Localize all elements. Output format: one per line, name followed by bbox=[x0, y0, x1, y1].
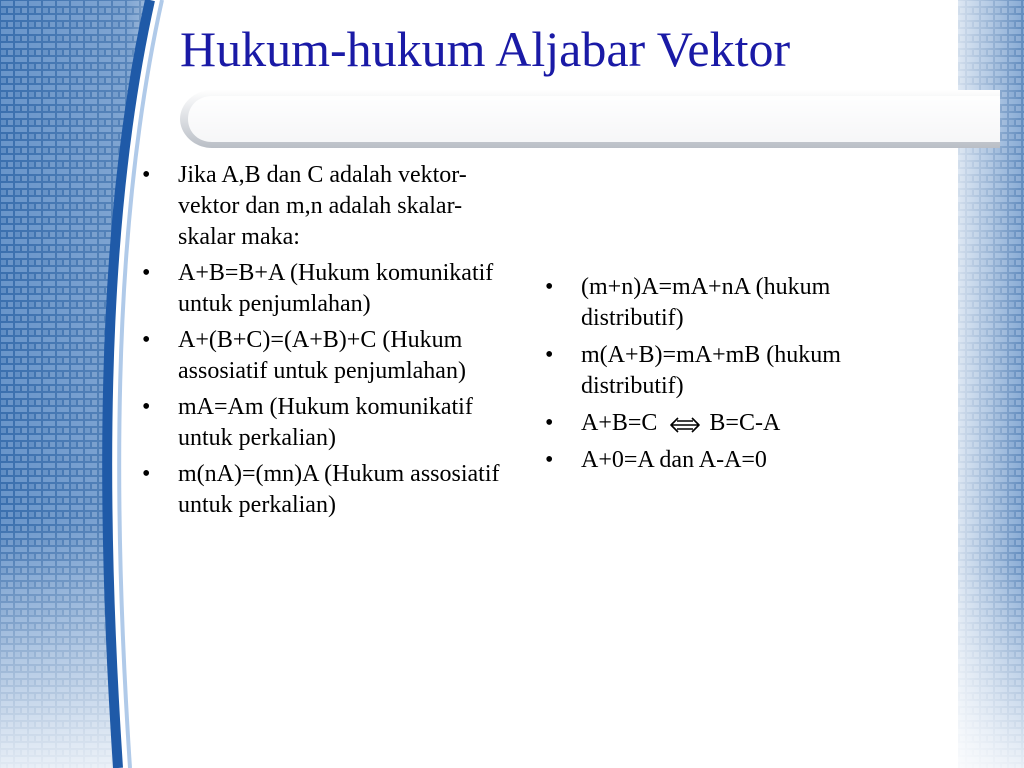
list-item bbox=[142, 160, 502, 253]
list-item bbox=[545, 445, 915, 476]
bullet-icon: • bbox=[545, 447, 554, 473]
list-item bbox=[545, 408, 915, 439]
list-item bbox=[142, 258, 502, 320]
bullet-icon: • bbox=[545, 342, 554, 368]
item-text: m(nA)=(mn)A (Hukum assosiatif untuk perkalian) bbox=[178, 461, 500, 518]
list-item bbox=[142, 392, 502, 454]
bullet-icon: • bbox=[545, 410, 554, 436]
item-text: A+0=A dan A-A=0 bbox=[581, 447, 767, 473]
bullet-icon: • bbox=[142, 461, 151, 487]
item-text: A+(B+C)=(A+B)+C (Hukum assosiatif untuk penjumlahan) bbox=[178, 327, 466, 384]
double-arrow-iff-icon bbox=[669, 416, 701, 434]
item-text-after: B=C-A bbox=[709, 410, 781, 436]
item-text: mA=Am (Hukum komunikatif untuk perkalian) bbox=[178, 394, 473, 451]
item-text-before: A+B=C bbox=[581, 410, 658, 436]
list-item bbox=[545, 272, 915, 334]
list-item bbox=[545, 340, 915, 402]
item-text: A+B=B+A (Hukum komunikatif untuk penjumlahan) bbox=[178, 260, 494, 317]
bullet-icon: • bbox=[142, 327, 151, 353]
list-item bbox=[142, 459, 502, 521]
slide-title: Hukum-hukum Aljabar Vektor bbox=[180, 21, 791, 77]
bullet-icon: • bbox=[142, 162, 151, 188]
bullet-icon: • bbox=[142, 260, 151, 286]
list-item bbox=[142, 325, 502, 387]
right-bullet-list bbox=[545, 272, 915, 482]
item-text: m(A+B)=mA+mB (hukum distributif) bbox=[581, 342, 841, 399]
bullet-icon: • bbox=[142, 394, 151, 420]
item-text: Jika A,B dan C adalah vektor-vektor dan m,n adalah skalar-skalar maka: bbox=[178, 162, 467, 250]
left-bullet-list bbox=[142, 160, 502, 526]
bullet-icon: • bbox=[545, 274, 554, 300]
item-text: (m+n)A=mA+nA (hukum distributif) bbox=[581, 274, 831, 331]
